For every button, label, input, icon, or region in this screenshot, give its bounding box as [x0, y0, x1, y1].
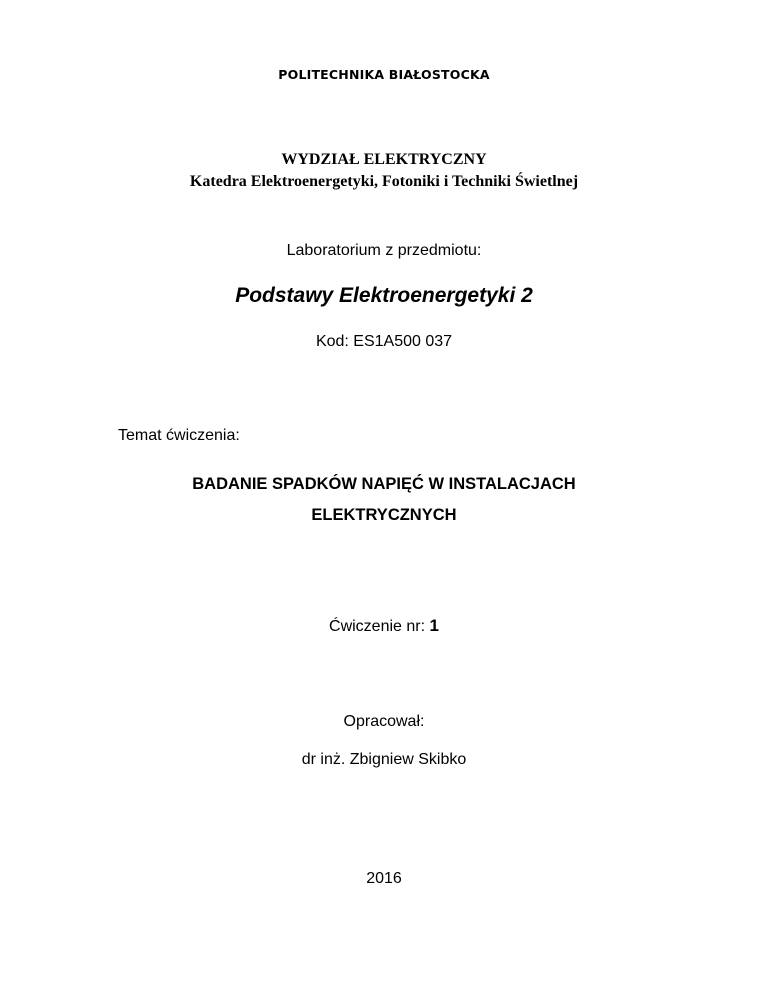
exercise-number: [0, 617, 768, 635]
university-name: POLITECHNIKA BIAŁOSTOCKA: [278, 67, 490, 82]
topic-title-line-1: BADANIE SPADKÓW NAPIĘĆ W INSTALACJACH: [192, 475, 576, 493]
topic-title-line-2: ELEKTRYCZNYCH: [311, 506, 457, 524]
author-name: dr inż. Zbigniew Skibko: [301, 751, 467, 768]
lab-label: Laboratorium z przedmiotu:: [286, 242, 482, 259]
exercise-number-value: 1: [429, 616, 439, 635]
prepared-by-label: Opracował:: [343, 713, 425, 730]
faculty-name: WYDZIAŁ ELEKTRYCZNY: [281, 151, 487, 168]
year: 2016: [366, 870, 402, 887]
course-code: Kod: ES1A500 037: [315, 333, 453, 350]
exercise-label: Ćwiczenie nr:: [329, 618, 430, 635]
subject-title: Podstawy Elektroenergetyki 2: [235, 284, 533, 307]
department-name: Katedra Elektroenergetyki, Fotoniki i Techniki Świetlnej: [189, 173, 579, 190]
topic-label: Temat ćwiczenia:: [118, 427, 240, 444]
